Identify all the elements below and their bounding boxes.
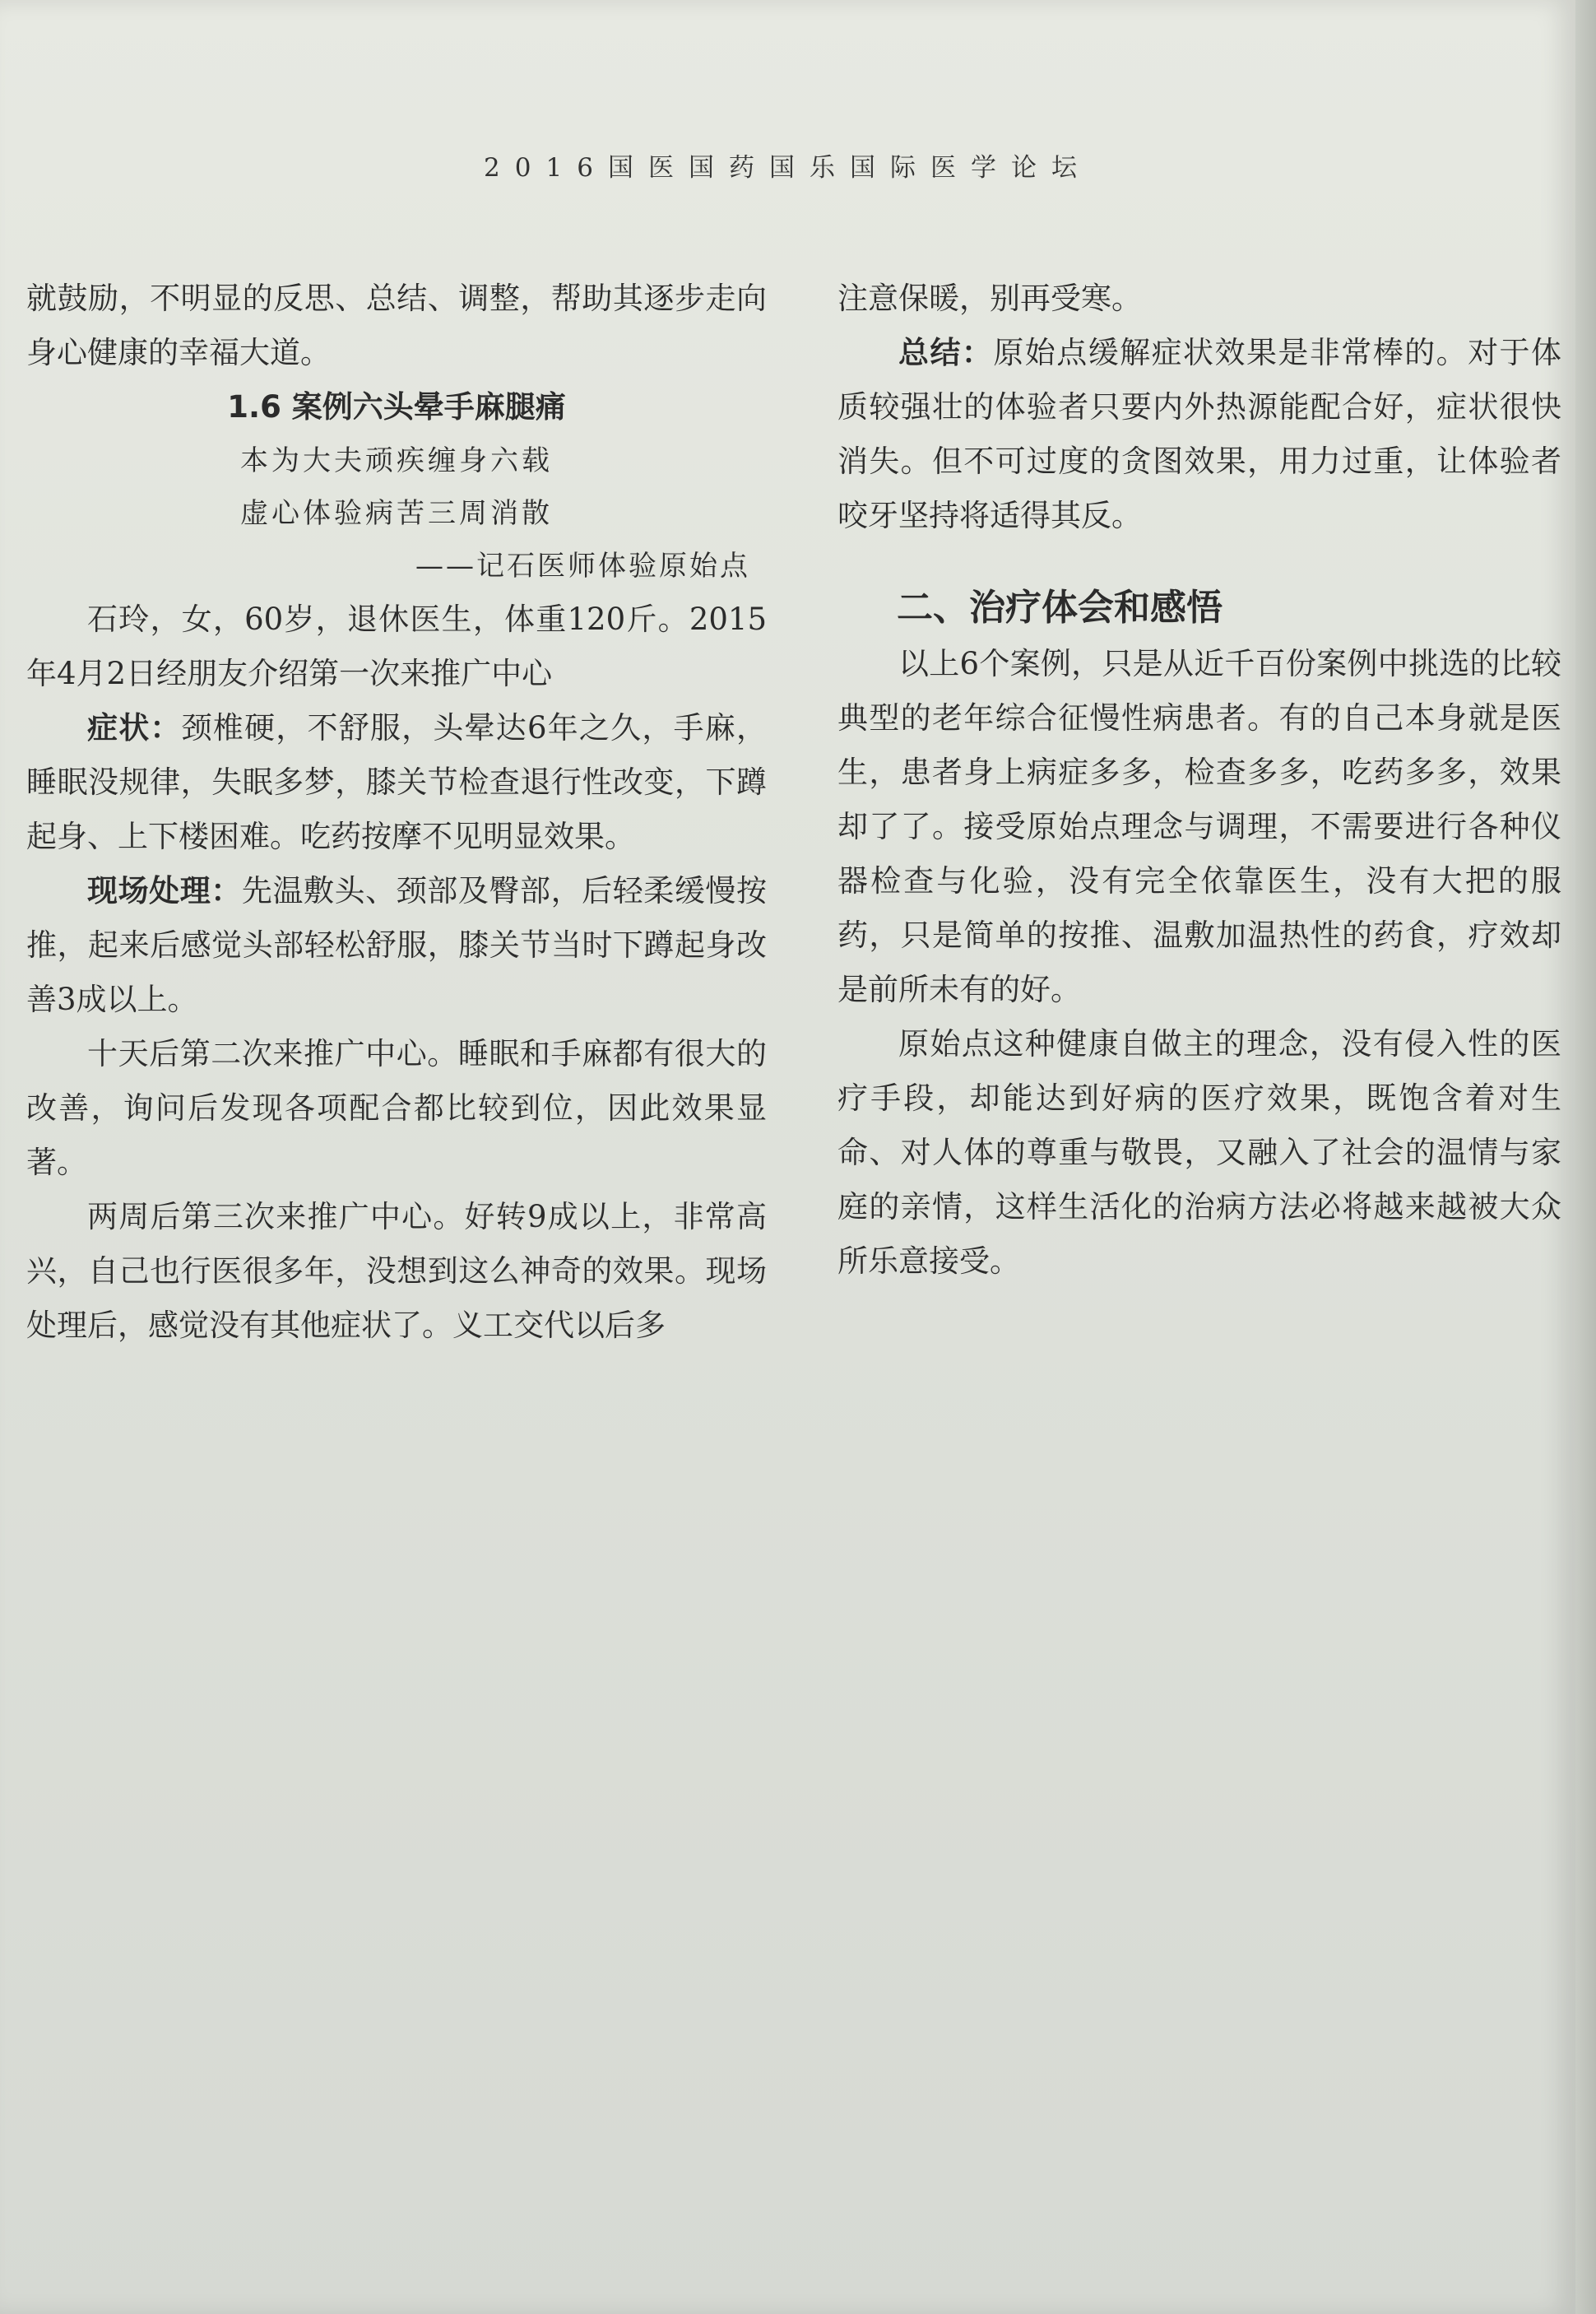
continuation-paragraph: 就鼓励，不明显的反思、总结、调整，帮助其逐步走向身心健康的幸福大道。 (26, 281, 767, 370)
symptoms-label: 症状： (87, 710, 182, 746)
section-heading: 二、治疗体会和感悟 (897, 587, 1223, 629)
running-header: 2016国医国药国乐国际医学论坛 (484, 153, 1092, 183)
left-column (26, 272, 767, 1353)
symptoms-paragraph (26, 701, 767, 864)
reflection-paragraph-2: 原始点这种健康自做主的理念，没有侵入性的医疗手段，却能达到好病的医疗效果，既饱含着对生命、对人体的尊重与敬畏，又融入了社会的温情与家庭的亲情，这样生活化的治病方法必将越来越被大众所乐意接受。 (837, 1026, 1561, 1279)
second-visit-paragraph: 十天后第二次来推广中心。睡眠和手麻都有很大的改善，询问后发现各项配合都比较到位，因此效果显著。 (26, 1036, 767, 1180)
treatment-text: 先温敷头、颈部及臀部，后轻柔缓慢按推，起来后感觉头部轻松舒服，膝关节当时下蹲起身改善3成以上。 (26, 873, 768, 1017)
verse-line-2: 虚心体验病苦三周消散 (240, 497, 553, 530)
verse-line-1: 本为大夫顽疾缠身六载 (240, 444, 553, 477)
treatment-paragraph (26, 864, 767, 1027)
page-edge (1575, 0, 1596, 2314)
reflection-paragraph-1: 以上6个案例，只是从近千百份案例中挑选的比较典型的老年综合征慢性病患者。有的自己本身就是医生，患者身上病症多多，检查多多，吃药多多，效果却了了。接受原始点理念与调理，不需要进行各种仪器检查与化验，没有完全依靠医生，没有大把的服药，只是简单的按推、温敷加温热性的药食，疗效却是前所未有的好。 (837, 646, 1561, 1007)
right-column (837, 272, 1561, 1289)
patient-intro-paragraph: 石玲，女，60岁，退休医生，体重120斤。2015年4月2日经朋友介绍第一次来推广中心 (26, 602, 767, 691)
case-six-title: 1.6 案例六头晕手麻腿痛 (227, 389, 566, 425)
symptoms-text: 颈椎硬，不舒服，头晕达6年之久，手麻，睡眠没规律，失眠多梦，膝关节检查退行性改变，下蹲起身、上下楼困难。吃药按摩不见明显效果。 (26, 710, 767, 854)
summary-label: 总结： (898, 335, 994, 370)
third-visit-paragraph: 两周后第三次来推广中心。好转9成以上，非常高兴，自己也行医很多年，没想到这么神奇的效果。现场处理后，感觉没有其他症状了。义工交代以后多 (26, 1199, 767, 1343)
continuation-paragraph: 注意保暖，别再受寒。 (837, 281, 1142, 316)
summary-text: 原始点缓解症状效果是非常棒的。对于体质较强壮的体验者只要内外热源能配合好，症状很快消失。但不可过度的贪图效果，用力过重，让体验者咬牙坚持将适得其反。 (837, 335, 1562, 533)
treatment-label: 现场处理： (87, 873, 242, 908)
summary-paragraph (837, 326, 1561, 543)
verse-attribution: ——记石医师体验原始点 (415, 550, 750, 583)
